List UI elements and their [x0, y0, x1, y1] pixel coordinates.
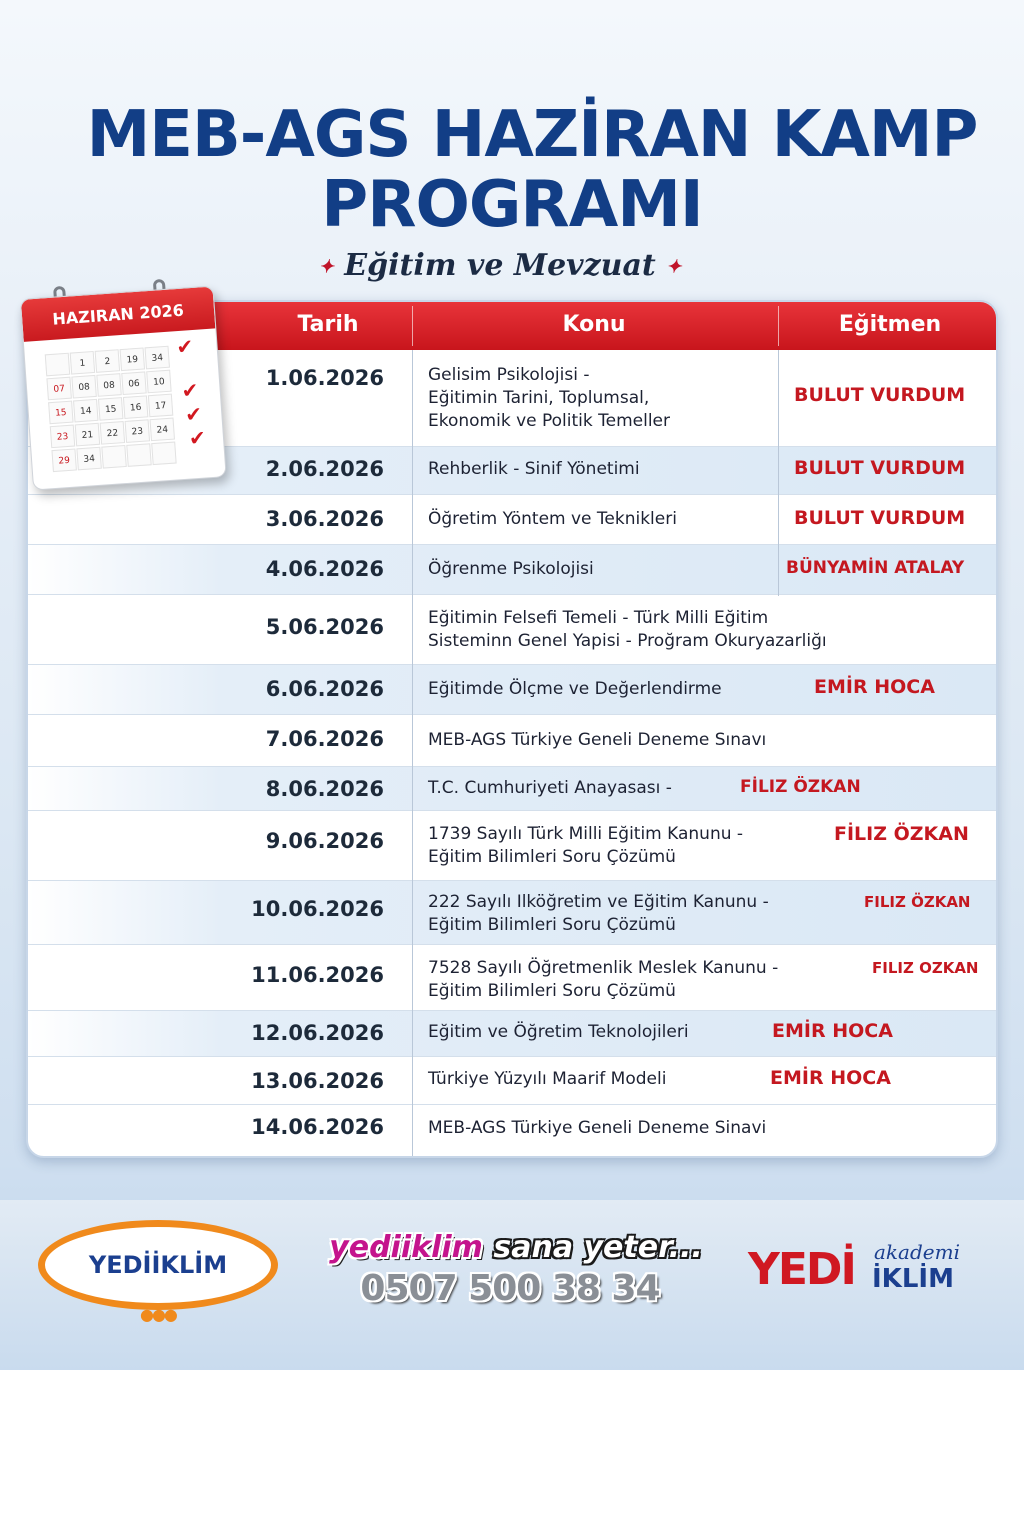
row-topic [428, 891, 769, 937]
row-topic [428, 508, 677, 531]
calendar-day: 2 [95, 349, 120, 373]
topic-line: Rehberlik - Sinif Yönetimi [428, 459, 640, 479]
row-topic [428, 957, 778, 1003]
subtitle [300, 248, 700, 283]
row-instructor: BÜNYAMİN ATALAY [786, 558, 965, 578]
calendar-day: 24 [150, 418, 175, 442]
row-date: 8.06.2026 [265, 777, 384, 801]
calendar-day: 22 [100, 421, 125, 445]
row-date: 6.06.2026 [265, 677, 384, 701]
table-row [28, 1104, 998, 1156]
calendar-day: 06 [121, 371, 146, 395]
sparkle-icon: ✦ [318, 256, 334, 278]
topic-line: Eğitim Bilimleri Soru Çözümü [428, 981, 676, 1001]
title-line-1: MEB-AGS HAZİRAN KAMP [86, 98, 978, 172]
row-topic [428, 823, 743, 869]
row-date: 9.06.2026 [265, 829, 384, 853]
logo-left-text: YEDİİKLİM [88, 1251, 228, 1279]
calendar-icon [19, 275, 227, 492]
calendar-day: 10 [146, 370, 171, 394]
row-date: 14.06.2026 [251, 1115, 384, 1139]
column-divider [778, 350, 779, 596]
topic-line: T.C. Cumhuriyeti Anayasası - [428, 778, 672, 798]
column-divider [412, 350, 413, 1156]
topic-line: Eğitimin Felsefi Temeli - Türk Milli Eğitim [428, 608, 769, 628]
row-instructor: FILIZ OZKAN [872, 959, 979, 977]
table-row [28, 494, 998, 544]
logo-right-yedi: YEDİ [748, 1244, 855, 1295]
topic-line: MEB-AGS Türkiye Geneli Deneme Sınavı [428, 730, 767, 750]
row-instructor: FİLIZ ÖZKAN [834, 823, 969, 845]
table-row [28, 714, 998, 766]
phone-number[interactable]: 0507 500 38 34 [360, 1268, 660, 1309]
row-instructor: BULUT VURDUM [794, 507, 966, 529]
table-row [28, 880, 998, 944]
topic-line: 1739 Sayılı Türk Milli Eğitim Kanunu - [428, 824, 744, 844]
logo-right-akademi: akademi [874, 1240, 960, 1264]
table-row [28, 1056, 998, 1104]
row-topic [428, 458, 640, 481]
topic-line: Eğitim ve Öğretim Teknolojileri [428, 1022, 689, 1042]
header-topic: Konu [562, 312, 626, 337]
calendar-day: 34 [145, 346, 170, 370]
check-icon: ✔ [184, 401, 203, 427]
topic-line: Öğretim Yöntem ve Teknikleri [428, 509, 677, 529]
table-row [28, 544, 998, 594]
calendar-grid [45, 344, 203, 474]
footer [0, 1200, 1024, 1370]
calendar-day [45, 353, 70, 377]
calendar-day: 23 [50, 425, 75, 449]
calendar-day [101, 445, 126, 469]
topic-line: 222 Sayılı Ilköğretim ve Eğitim Kanunu - [428, 892, 769, 912]
row-topic [428, 1021, 689, 1044]
slogan-text: sana yeter... [493, 1230, 703, 1265]
calendar-day: 15 [98, 397, 123, 421]
row-date: 7.06.2026 [265, 727, 384, 751]
topic-line: Eğitimde Ölçme ve Değerlendirme [428, 679, 722, 699]
header-instructor: Eğitmen [838, 312, 942, 337]
logo-dots-icon: ●●● [140, 1305, 176, 1324]
calendar-day: 07 [46, 377, 71, 401]
row-instructor: EMİR HOCA [772, 1020, 893, 1042]
calendar-day: 17 [148, 394, 173, 418]
topic-line: Öğrenme Psikolojisi [428, 559, 594, 579]
header-date: Tarih [297, 312, 359, 337]
calendar-day: 29 [51, 448, 76, 472]
subtitle-text: Eğitim ve Mevzuat [344, 248, 656, 283]
table-row [28, 944, 998, 1010]
topic-line: MEB-AGS Türkiye Geneli Deneme Sinavi [428, 1118, 767, 1138]
row-instructor: EMİR HOCA [770, 1067, 891, 1089]
calendar-day: 14 [73, 399, 98, 423]
row-date: 3.06.2026 [265, 507, 384, 531]
row-topic [428, 1117, 766, 1140]
slogan [306, 1230, 726, 1265]
check-icon: ✔ [188, 425, 207, 451]
page-title [0, 98, 1024, 242]
header-divider [778, 306, 779, 346]
topic-line: Eğitim Bilimleri Soru Çözümü [428, 915, 676, 935]
row-topic [428, 678, 722, 701]
calendar-day: 1 [70, 351, 95, 375]
check-icon: ✔ [175, 334, 195, 360]
calendar-day: 34 [76, 447, 101, 471]
row-instructor: EMİR HOCA [814, 676, 935, 698]
calendar-day: 21 [75, 423, 100, 447]
row-topic [428, 1068, 666, 1091]
row-date: 4.06.2026 [265, 557, 384, 581]
row-instructor: FİLIZ ÖZKAN [740, 777, 861, 797]
table-row [28, 810, 998, 880]
topic-line: Gelisim Psikolojisi - [428, 365, 590, 385]
row-date: 5.06.2026 [265, 615, 384, 639]
calendar-month: HAZIRAN 2026 [21, 287, 215, 342]
topic-line: Eğitimin Tarini, Toplumsal, [428, 388, 650, 408]
table-row [28, 766, 998, 810]
topic-line: Sisteminn Genel Yapisi - Proğram Okuryazarliğı [428, 631, 827, 651]
yediiklim-akademi-logo [748, 1240, 998, 1300]
row-topic [428, 607, 827, 653]
slogan-brand: yediiklim [329, 1230, 483, 1265]
calendar-day: 16 [123, 395, 148, 419]
calendar-day: 08 [71, 375, 96, 399]
table-row [28, 1010, 998, 1056]
table-row [28, 664, 998, 714]
sparkle-icon: ✦ [666, 256, 682, 278]
row-date: 13.06.2026 [251, 1069, 384, 1093]
topic-line: Türkiye Yüzyılı Maarif Modeli [428, 1069, 667, 1089]
row-topic [428, 558, 594, 581]
row-instructor: BULUT VURDUM [794, 457, 966, 479]
row-topic [428, 364, 670, 433]
row-date: 11.06.2026 [251, 963, 384, 987]
calendar-day: 08 [96, 373, 121, 397]
calendar-page [20, 285, 227, 490]
calendar-day: 19 [120, 347, 145, 371]
table-row [28, 594, 998, 664]
row-date: 1.06.2026 [265, 366, 384, 390]
calendar-day: 23 [125, 419, 150, 443]
title-line-2: PROGRAMI [321, 168, 703, 242]
row-topic [428, 777, 672, 800]
row-date: 12.06.2026 [251, 1021, 384, 1045]
logo-right-iklim: İKLİM [872, 1264, 954, 1294]
calendar-day [151, 442, 176, 466]
row-date: 2.06.2026 [265, 457, 384, 481]
check-icon: ✔ [180, 377, 200, 403]
topic-line: 7528 Sayılı Öğretmenlik Meslek Kanunu - [428, 958, 779, 978]
row-topic [428, 729, 766, 752]
topic-line: Eğitim Bilimleri Soru Çözümü [428, 847, 676, 867]
calendar-day: 15 [48, 401, 73, 425]
calendar-day [126, 443, 151, 467]
yediiklim-logo [38, 1220, 278, 1324]
row-instructor: BULUT VURDUM [794, 384, 966, 406]
row-date: 10.06.2026 [251, 897, 384, 921]
topic-line: Ekonomik ve Politik Temeller [428, 411, 671, 431]
row-instructor: FILIZ ÖZKAN [864, 893, 971, 911]
